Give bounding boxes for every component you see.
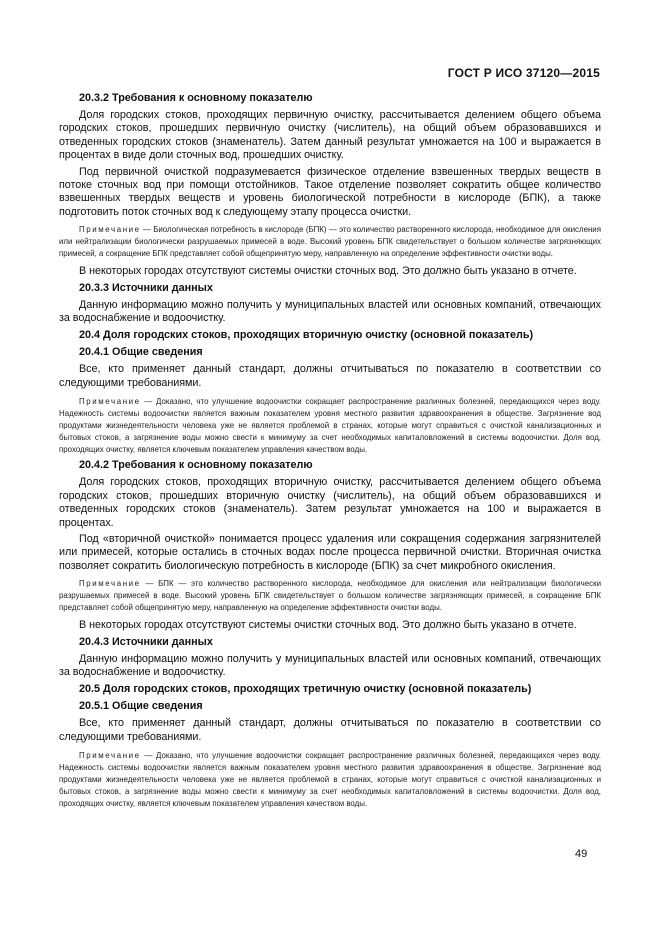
section-heading: 20.5.1 Общие сведения (79, 700, 203, 713)
document-body (59, 92, 601, 810)
document-header: ГОСТ Р ИСО 37120—2015 (447, 66, 600, 80)
paragraph: Все, кто применяет данный стандарт, должны отчитываться по показателю в соответствии со следующими требованиями. (59, 717, 601, 743)
note-text: — Биологическая потребность в кислороде (БПК) — это количество растворенного кислорода, необходимое для окисления или нейтрализации биологически разрушаемых примесей в воде. Высокий уровень БПК свидетельствует о большом количестве загрязняющих примесей, а сокращение БПК представляет собой общепринятую меру, направленную на определение эффективности очистки воды. (59, 225, 601, 259)
section-heading: 20.4.2 Требования к основному показателю (79, 459, 313, 472)
note (59, 396, 601, 456)
note-label: Примечание (79, 579, 141, 589)
section-heading: 20.4 Доля городских стоков, проходящих вторичную очистку (основной показатель) (79, 329, 534, 342)
paragraph: Доля городских стоков, проходящих первичную очистку, рассчитывается делением общего объема городских стоков, прошедших первичную очистку (числитель), на общий объем образовавшихся и отведенных городских стоков (знаменатель). Затем данный результат умножается на 100 и выражается в процентах в виде доли сточных вод, прошедших очистку. (59, 109, 601, 162)
section-heading: 20.5 Доля городских стоков, проходящих третичную очистку (основной показатель) (79, 683, 532, 696)
paragraph: Все, кто применяет данный стандарт, должны отчитываться по показателю в соответствии со следующими требованиями. (59, 363, 601, 389)
note-label: Примечание (79, 225, 141, 235)
paragraph: Данную информацию можно получить у муниципальных властей или основных компаний, отвечающих за водоснабжение и водоочистку. (59, 298, 601, 325)
note (59, 224, 601, 260)
paragraph: Под первичной очисткой подразумевается физическое отделение взвешенных твердых веществ в потоке сточных вод при помощи отстойников. Такое отделение позволяет сократить общее количество взвешенных твердых веществ и уровень биологической потребности в кислороде (БПК), а также подготовить поток сточных вод к следующему этапу процесса очистки. (59, 165, 601, 218)
note-text: — БПК — это количество растворенного кислорода, необходимое для окисления или нейтрализации биологически разрушаемых примесей в воде. Высокий уровень БПК свидетельствует о большом количестве загрязняющих примесей, а сокращение БПК представляет собой общепринятую меру, направленную на определение эффективности очистки воды. (59, 579, 601, 613)
paragraph: В некоторых городах отсутствуют системы очистки сточных вод. Это должно быть указано в отчете. (79, 265, 577, 278)
note-label: Примечание (79, 397, 141, 407)
page-number: 49 (575, 848, 588, 860)
section-heading: 20.4.3 Источники данных (79, 635, 213, 648)
note-text: — Доказано, что улучшение водоочистки сокращает распространение различных болезней, передающихся через воду. Надежность системы водоочистки является важным показателем уровня местного развития здравоохранения в обществе. Загрязнение вод продуктами жизнедеятельности человека уже не является проблемой в странах, которые могут справиться с очисткой канализационных и бытовых стоков, а загрязнение воды можно свести к минимуму за счет необходимых капиталовложений в системы водоочистки. Доля вод, проходящих очистку, является ключевым показателем управления качеством воды. (59, 751, 601, 809)
note (59, 750, 601, 810)
paragraph: В некоторых городах отсутствуют системы очистки сточных вод. Это должно быть указано в отчете. (79, 619, 577, 632)
paragraph: Под «вторичной очисткой» понимается процесс удаления или сокращения содержания загрязнителей или примесей, которые остались в сточных водах после процесса первичной очистки. Вторичная очистка позволяет сократить биологическую потребность в кислороде (БПК) за счет микробного окисления. (59, 532, 601, 572)
note-label: Примечание (79, 751, 141, 761)
paragraph: Доля городских стоков, проходящих вторичную очистку, рассчитывается делением общего объема городских стоков, прошедших вторичную очистку (числитель), на общий объем образовавшихся и отведенных городских стоков (знаменатель). Затем результат умножается на 100 и выражается в процентах. (59, 476, 601, 529)
section-heading: 20.4.1 Общие сведения (79, 346, 203, 359)
note (59, 578, 601, 614)
paragraph: Данную информацию можно получить у муниципальных властей или основных компаний, отвечающих за водоснабжение и водоочистку. (59, 652, 601, 678)
section-heading: 20.3.3 Источники данных (79, 281, 213, 294)
note-text: — Доказано, что улучшение водоочистки сокращает распространение различных болезней, передающихся через воду. Надежность системы водоочистки является важным показателем уровня местного развития здравоохранения в обществе. Загрязнение вод продуктами жизнедеятельности человека уже не является проблемой в странах, которые могут справиться с очисткой канализационных и бытовых стоков, а загрязнение воды можно свести к минимуму за счет необходимых капиталовложений в системы водоочистки. Доля вод, проходящих очистку, является ключевым показателем управления качеством воды. (59, 397, 601, 455)
section-heading: 20.3.2 Требования к основному показателю (79, 92, 313, 104)
